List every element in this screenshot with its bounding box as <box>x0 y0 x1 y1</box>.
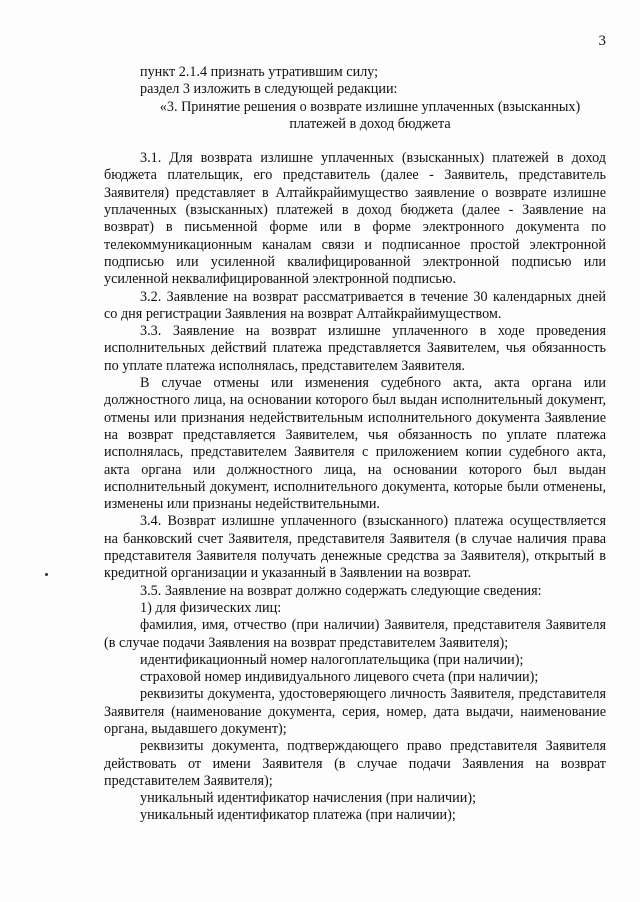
list-item-inn: идентификационный номер налогоплательщика (при наличии); <box>140 651 524 668</box>
intro-line-2: раздел 3 изложить в следующей редакции: <box>140 81 398 98</box>
paragraph-3-1: 3.1. Для возврата излишне уплаченных (взысканных) платежей в доход бюджета плательщик, его представитель (далее - Заявитель, представитель Заявителя) представляет в Алтайкрайимущество заявление о возврате излишне уплаченных (взысканных) платежей в доход бюджета (далее - Заявление на возврат) в письменной форме или в форме электронного документа по телекоммуникационным каналам связи и подписанное простой электронной подписью или усиленной квалифицированной электронной подписью или усиленной неквалифицированной электронной подписью. <box>104 150 606 288</box>
page-number: 3 <box>598 33 606 49</box>
list-item-payment-id: уникальный идентификатор платежа (при наличии); <box>140 807 456 824</box>
list-item-identity-document: реквизиты документа, удостоверяющего личность Заявителя, представителя Заявителя (наименование документа, серия, номер, дата выдачи, наименование органа, выдавшего документ); <box>104 686 606 737</box>
list-item-full-name: фамилия, имя, отчество (при наличии) Заявителя, представителя Заявителя (в случае подачи Заявления на возврат представителем Заявителя); <box>104 617 606 651</box>
list-item-authority-document: реквизиты документа, подтверждающего право представителя Заявителя действовать от имени Заявителя (в случае подачи Заявления на возврат представителем Заявителя); <box>104 738 606 789</box>
paragraph-3-4: 3.4. Возврат излишне уплаченного (взысканного) платежа осуществляется на банковский счет Заявителя, представителя Заявителя (в случае наличия права представителя Заявителя получать денежные средства за Заявителя), открытый в кредитной организации и указанный в Заявлении на возврат. <box>104 513 606 582</box>
heading-spacer <box>104 133 606 150</box>
document-body <box>104 64 606 825</box>
list-item-snils: страховой номер индивидуального лицевого счета (при наличии); <box>140 669 539 686</box>
scan-speck <box>45 573 48 576</box>
intro-line-1: пункт 2.1.4 признать утратившим силу; <box>140 64 379 80</box>
paragraph-cancellation: В случае отмены или изменения судебного акта, акта органа или должностного лица, на основании которого был выдан исполнительный документ, отмены или признания недействительным исполнительного документа Заявление на возврат представляется Заявителем, чья обязанность по уплате платежа исполнялась, представителем Заявителя с приложением копии судебного акта, акта органа или должностного лица, на основании которого был выдан исполнительный документ, исполнительного документа, которые были отменены, изменены или признаны недействительными. <box>104 375 606 513</box>
paragraph-3-3: 3.3. Заявление на возврат излишне уплаченного в ходе проведения исполнительных действий платежа представляется Заявителем, чья обязанность по уплате платежа исполнялась, представителем Заявителя. <box>104 323 606 374</box>
section-heading: «3. Принятие решения о возврате излишне уплаченных (взысканных) платежей в доход бюджета <box>159 98 581 132</box>
paragraph-3-5: 3.5. Заявление на возврат должно содержать следующие сведения: <box>140 582 542 599</box>
list-item-charge-id: уникальный идентификатор начисления (при наличии); <box>140 790 477 807</box>
paragraph-3-2: 3.2. Заявление на возврат рассматривается в течение 30 календарных дней со дня регистрации Заявления на возврат Алтайкрайимуществом. <box>104 288 606 322</box>
list-item-individuals: 1) для физических лиц: <box>140 599 282 616</box>
